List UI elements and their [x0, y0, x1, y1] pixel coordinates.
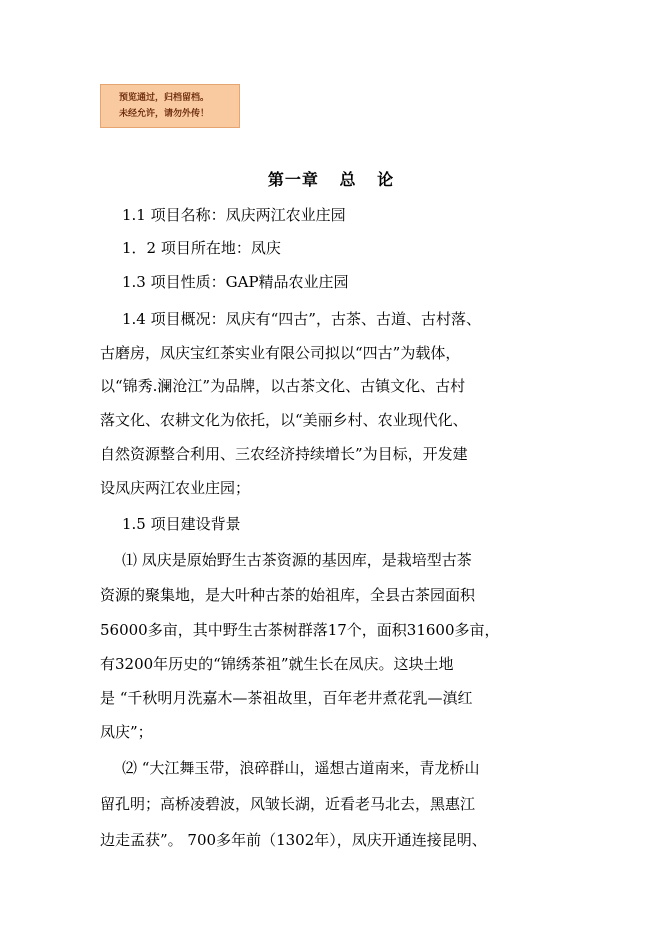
- paragraph-1-line: 凤庆”；: [100, 723, 153, 741]
- paragraph-1-line: ⑴ 凤庆是原始野生古茶资源的基因库，是栽培型古茶: [122, 551, 472, 569]
- overview-line: 1.4 项目概况：凤庆有“四古”，古茶、古道、古村落、: [122, 310, 481, 328]
- paragraph-2-line: ⑵ “大江舞玉带，浪碎群山，遥想古道南来，青龙桥山: [122, 759, 480, 777]
- overview-line: 设凤庆两江农业庄园；: [100, 479, 251, 497]
- stamp-line-2: 未经允许，请勿外传！: [119, 109, 210, 119]
- background-heading: 1.5 项目建设背景: [122, 515, 241, 533]
- watermark-stamp: [100, 84, 240, 128]
- overview-line: 以“锦秀.澜沧江”为品牌，以古茶文化、古镇文化、古村: [100, 377, 466, 395]
- paragraph-1-line: 56000多亩，其中野生古茶树群落17个，面积31600多亩，: [100, 621, 500, 639]
- paragraph-2-line: 边走孟获”。 700多年前（1302年），凤庆开通连接昆明、: [100, 831, 487, 849]
- paragraph-1-line: 是 “千秋明月洗嘉木—茶祖故里，百年老井煮花乳—滇红: [100, 689, 473, 707]
- paragraph-2-line: 留孔明；高桥凌碧波，风皱长湖，近看老马北去，黑惠江: [100, 795, 476, 813]
- overview-line: 落文化、农耕文化为依托，以“美丽乡村、农业现代化、: [100, 411, 468, 429]
- stamp-line-1: 预览通过，归档留档。: [119, 93, 210, 103]
- overview-line: 古磨房，凤庆宝红茶实业有限公司拟以“四古”为载体，: [100, 344, 461, 362]
- paragraph-1-line: 资源的聚集地，是大叶种古茶的始祖库，全县古茶园面积: [100, 586, 476, 604]
- item-project-name: 1.1 项目名称：凤庆两江农业庄园: [122, 206, 346, 224]
- chapter-title: 第一章 总 论: [267, 170, 395, 189]
- item-project-nature: 1.3 项目性质：GAP精品农业庄园: [122, 273, 349, 291]
- paragraph-1-line: 有3200年历史的“锦绣茶祖”就生长在凤庆。这块土地: [100, 655, 454, 673]
- item-project-location: 1．2 项目所在地：凤庆: [122, 239, 281, 257]
- overview-line: 自然资源整合利用、三农经济持续增长”为目标，开发建: [100, 445, 468, 463]
